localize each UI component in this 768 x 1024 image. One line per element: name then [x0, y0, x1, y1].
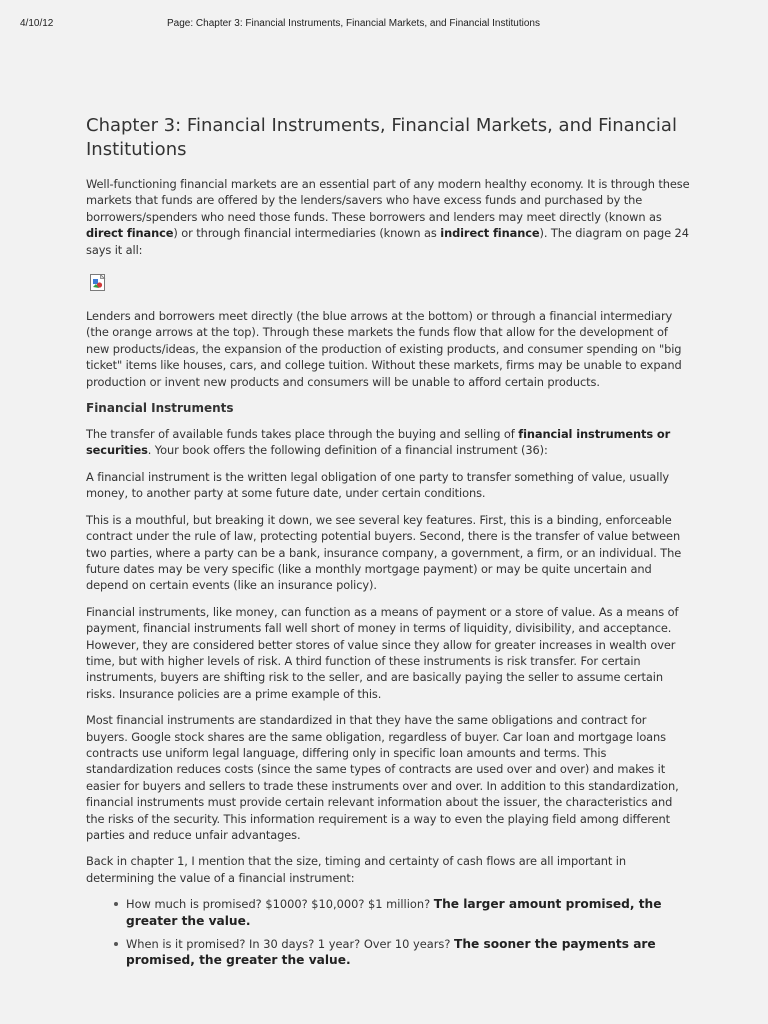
broken-image-icon[interactable]	[90, 274, 106, 292]
money-paragraph: Financial instruments, like money, can function as a means of payment or a store of value. As a means of payment, financial instruments fall well short of money in terms of liquidity, divisibility, and acceptance. However, they are considered better stores of value since they allow for greater increases in wealth over time, but with higher levels of risk. A third function of these instruments is risk transfer. For certain instruments, buyers are shifting risk to the seller, and are basically paying the seller to assume certain risks. Insurance policies are a prime example of this.	[86, 604, 679, 701]
print-header	[0, 18, 768, 34]
standardized-paragraph: Most financial instruments are standardized in that they have the same obligations and contract for buyers. Google stock shares are the same obligation, regardless of buyer. Car loan and mortgage loans contracts use uniform legal language, differing only in specific loan amounts and terms. This standardization reduces costs (since the same types of contracts are used over and over) and makes it easier for buyers and sellers to trade these instruments over and over. In addition to this standardization, financial instruments must provide certain relevant information about the issuer, the characteristics and the risks of the security. This information requirement is a way to even the playing field among different parties and reduce unfair advantages.	[86, 713, 679, 842]
transfer-paragraph: The transfer of available funds takes place through the buying and selling of financial instruments or securities. Your book offers the following definition of a financial instrument (36):	[86, 427, 671, 458]
page-title: Chapter 3: Financial Instruments, Financial Markets, and Financial Institutions	[86, 115, 677, 160]
cash-flow-list	[86, 896, 691, 969]
print-page-title: Page: Chapter 3: Financial Instruments, Financial Markets, and Financial Institutions	[167, 18, 540, 29]
list-item: How much is promised? $1000? $10,000? $1 million? The larger amount promised, the greater the value.	[126, 896, 691, 929]
definition-paragraph: A financial instrument is the written legal obligation of one party to transfer something of value, usually money, to another party at some future date, under certain conditions.	[86, 469, 670, 501]
list-item: When is it promised? In 30 days? 1 year? Over 10 years? The sooner the payments are promised, the greater the value.	[126, 936, 691, 969]
indirect-finance-term: indirect finance	[440, 226, 540, 241]
diagram-placeholder	[86, 268, 691, 308]
direct-finance-term: direct finance	[86, 226, 174, 241]
document-content	[86, 114, 691, 976]
mouthful-paragraph: This is a mouthful, but breaking it down, we see several key features. First, this is a binding, enforceable contract under the rule of law, protecting potential buyers. Second, there is the transfer of value between two parties, where a party can be a bank, insurance company, a government, a firm, or an individual. The future dates may be very specific (like a monthly mortgage payment) or may be quite uncertain and depend on certain events (like an insurance policy).	[86, 512, 682, 593]
chapter1-paragraph: Back in chapter 1, I mention that the size, timing and certainty of cash flows are all important in determining the value of a financial instrument:	[86, 854, 626, 885]
print-date: 4/10/12	[20, 18, 54, 29]
financial-instruments-term: financial instruments or securities	[86, 427, 671, 458]
lenders-paragraph: Lenders and borrowers meet directly (the blue arrows at the bottom) or through a financial intermediary (the orange arrows at the top). Through these markets the funds flow that allow for the development of new products/ideas, the expansion of the production of existing products, and consumer spending on "big ticket" items like houses, cars, and college tuition. Without these markets, firms may be unable to expand production or invent new products and consumers will be unable to afford certain products.	[86, 309, 682, 389]
section-heading: Financial Instruments	[86, 401, 234, 416]
intro-paragraph: Well-functioning financial markets are an essential part of any modern healthy economy. It is through these markets that funds are offered by the lenders/savers who have excess funds and purchased by the borrowers/spenders who need those funds. These borrowers and lenders may meet directly (known as direct finance) or through financial intermediaries (known as indirect finance). The diagram on page 24 says it all:	[86, 177, 690, 257]
